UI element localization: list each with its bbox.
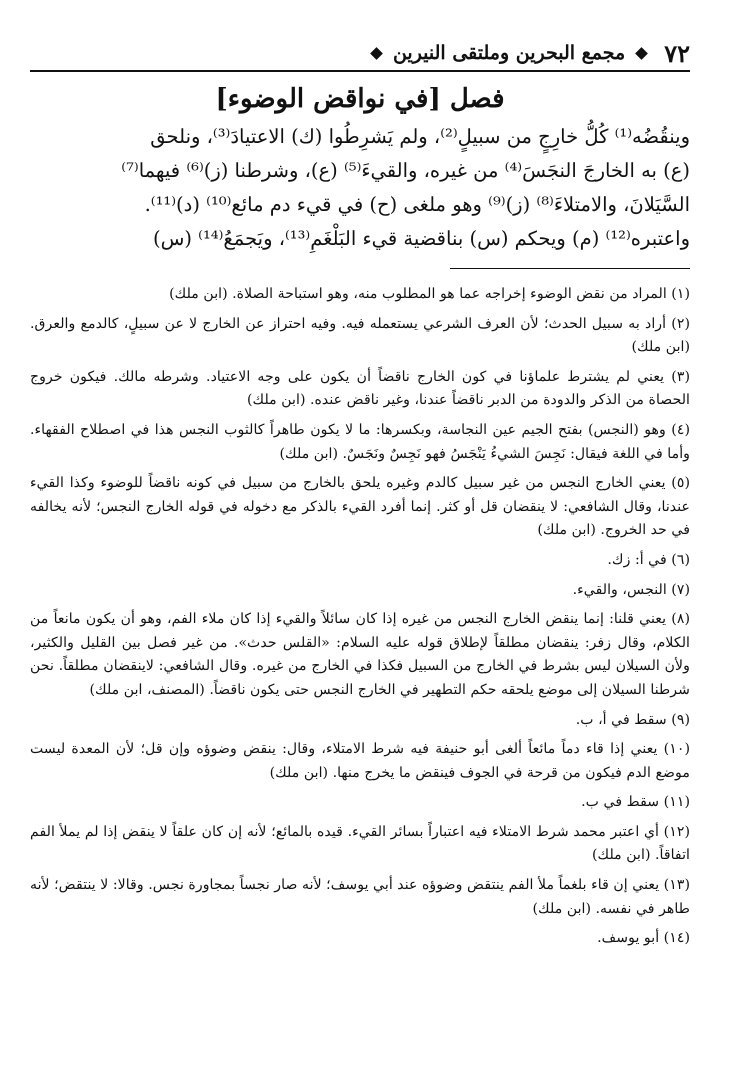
- footnote: (٩) سقط في أ، ب.: [575, 711, 690, 728]
- footnotes: [30, 283, 690, 951]
- diamond-ornament-icon: [635, 47, 648, 60]
- main-text-line: وينقُضُه⁽¹⁾ كُلُّ خارِجٍ من سبيلٍ⁽²⁾، ولم يَشرِطُوا (ك) الاعتيادَ⁽³⁾، ونلحق: [150, 125, 690, 148]
- diamond-ornament-icon: [370, 47, 383, 60]
- page-header: [30, 36, 690, 72]
- page-number: ٧٢: [664, 38, 690, 68]
- footnote: (١٢) أي اعتبر محمد شرط الامتلاء فيه اعتباراً بسائر القيء. قيده بالمائع؛ لأنه إن كان علقاً لا ينقض إذا لم يملأ الفم اتفاقاً. (ابن ملك): [30, 823, 690, 864]
- footnote: (٧) النجس، والقيء.: [572, 581, 690, 598]
- footnote: (٦) في أ: زك.: [607, 551, 690, 568]
- footnote: (٣) يعني لم يشترط علماؤنا في كون الخارج ناقضاً أن يكون على وجه الاعتياد. وشرطه مالك. فيكون خروج الحصاة من الذكر والدودة من الدبر ناقضاً عندنا، وغير ناقض عنده. (ابن ملك): [30, 368, 690, 409]
- main-text-line: واعتبره⁽¹²⁾ (م) ويحكم (س) بناقضية قيء البَلْغَمِ⁽¹³⁾، ويَجمَعُ⁽¹⁴⁾ (س): [152, 227, 690, 250]
- footnote: (١٠) يعني إذا قاء دماً مائعاً ألغى أبو حنيفة فيه شرط الامتلاء، وقال: ينقض وضوؤه وإن قل؛ لأن المعدة ليست موضع الدم فيكون من قرحة في الجوف فينقض ما يخرج منها. (ابن ملك): [30, 741, 690, 781]
- footnote: (٤) وهو (النجس) بفتح الجيم عين النجاسة، وبكسرها: ما لا يكون طاهراً كالثوب النجس هذا في اصطلاح الفقهاء. وأما في اللغة فيقال: نَجِسَ الشيءُ يَنْجَسُ فهو نَجِسٌ ونَجَسٌ. (ابن ملك): [30, 421, 690, 462]
- footnote: (٨) يعني قلنا: إنما ينقض الخارج النجس من غيره إذا كان سائلاً والقيء إذا كان ملاء الفم، وهو أن يكون مانعاً من الكلام، وقال زفر: ينقضان مطلقاً لإطلاق قوله عليه السلام: «القلس حدث». من غير فصل بين القليل والكثير، ولأن السيلان ليس بشرط في الخارج من السبيل فكذا في الخارج من غيره. وقال الشافعي: لاينقضان مطلقاً. نحن شرطنا السيلان إلى موضع يلحقه حكم التطهير في الخارج النجس حتى يكون ناقضاً. (المصنف، ابن ملك): [30, 611, 690, 698]
- main-text-line: السَّيَلانَ، والامتلاءَ⁽⁸⁾ (ز)⁽⁹⁾ وهو ملغى (ح) في قيء دم مائع⁽¹⁰⁾ (د)⁽¹¹⁾.: [144, 193, 690, 216]
- book-page: [30, 36, 690, 957]
- footnote-separator: [450, 268, 690, 269]
- footnote: (٥) يعني الخارج النجس من غير سبيل كالدم وغيره يلحق بالخارج من سبيل في كونه ناقضاً للوضوء وكذا القيء عندنا، وقال الشافعي: لا ينقضان قل أو كثر. إنما أفرد القيء بالذكر مع دخوله في قوله الخارج النجس؛ لأنه يخالفه في حد الخروج. (ابن ملك): [30, 475, 690, 539]
- footnote: (١٣) يعني إن قاء بلغماً ملأ الفم ينتقض وضوؤه عند أبي يوسف؛ لأنه صار نجساً بمجاورة نجس. وقالا: لا ينتقض؛ لأنه طاهر في نفسه. (ابن ملك): [30, 877, 690, 917]
- main-text-line: (ع) به الخارجَ النجَسَ⁽⁴⁾ من غيره، والقيءَ⁽⁵⁾ (ع)، وشرطنا (ز)⁽⁶⁾ فيهما⁽⁷⁾: [121, 159, 690, 182]
- footnote: (٢) أراد به سبيل الحدث؛ لأن العرف الشرعي يستعمله فيه. وفيه احتراز عن الخارج لا عن سبيلٍ، كالدمع والعرق. (ابن ملك): [30, 315, 690, 356]
- running-title: مجمع البحرين وملتقى النيرين: [392, 42, 626, 64]
- footnote: (١٤) أبو يوسف.: [597, 930, 690, 947]
- section-title: فصل [في نواقض الوضوء]: [215, 84, 505, 114]
- footnote: (١١) سقط في ب.: [581, 794, 690, 811]
- footnote: (١) المراد من نقض الوضوء إخراجه عما هو المطلوب منه، وهو استباحة الصلاة. (ابن ملك): [169, 286, 690, 302]
- main-text: [30, 120, 690, 256]
